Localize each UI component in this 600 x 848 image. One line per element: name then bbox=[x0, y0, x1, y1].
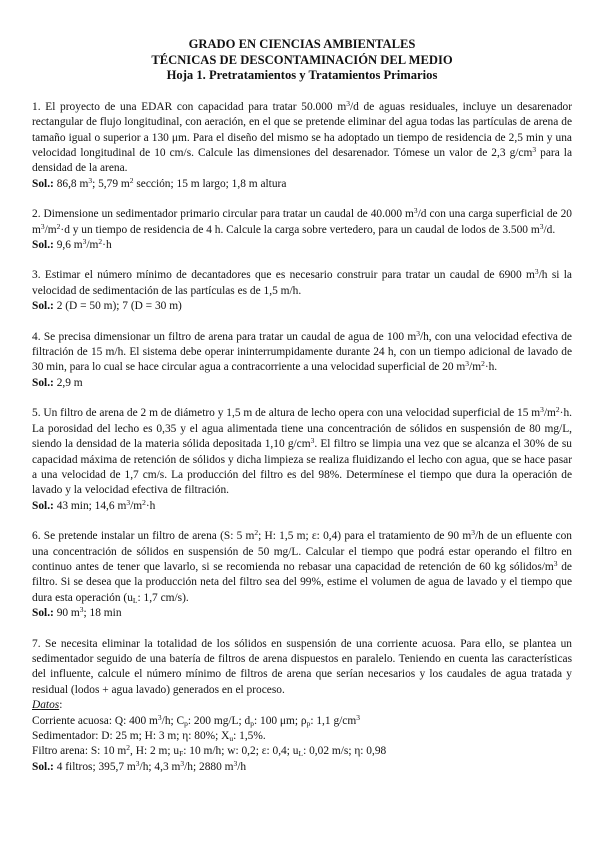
solution-text: 90 $m^3$; 18 min bbox=[53, 605, 122, 620]
degree-title: GRADO EN CIENCIAS AMBIENTALES bbox=[188, 37, 416, 51]
datos-colon: : bbox=[59, 699, 63, 712]
datos-line: Filtro arena: S: 10 $m^2$, H: 2 m; $u_F$: 10 m/h; w: 0,2; ε: 0,4; $u_L$: 0,02 m/s; η: 0,98 bbox=[32, 743, 387, 759]
problem-4 bbox=[32, 330, 572, 392]
solution bbox=[32, 238, 572, 253]
problem-statement: 3. Estimar el número mínimo de decantadores que es necesario construir para tratar un caudal de 6900 $m^3/h$ si la velocidad de sedimentación de las partículas es de 1,5 m/h. bbox=[32, 267, 572, 297]
datos-heading bbox=[32, 698, 572, 713]
sheet-title: Hoja 1. Pretratamientos y Tratamientos Primarios bbox=[166, 68, 438, 83]
solution-text: 86,8 $m^3$; 5,79 $m^2$ sección; 15 m largo; 1,8 m altura bbox=[53, 175, 287, 190]
problem-3 bbox=[32, 268, 572, 314]
problem-statement: 6. Se pretende instalar un filtro de arena (S: 5 $m^2$; H: 1,5 m; ε: 0,4) para el tratamiento de 90 $m^3/h$ de un efluente con una concentración de sólidos en suspensión de 50 mg/L. Calcular el tiempo que podrá estar operando el filtro en continuo antes de tener que lavarlo, si se recomienda no rebasar una capacidad de retención de 60 kg sólidos/$m^3$ de filtro. Si se desea que la producción neta del filtro sea del 99%, estime el volumen de agua de lavado y el tiempo que dura esta operación ($u_L$: 1,7 cm/s). bbox=[32, 528, 572, 605]
solution bbox=[32, 299, 572, 314]
problem-5 bbox=[32, 406, 572, 514]
problem-7 bbox=[32, 637, 572, 776]
datos-title: Datos bbox=[32, 699, 60, 712]
solution-label: Sol.: bbox=[32, 607, 54, 620]
solution bbox=[32, 606, 572, 621]
solution bbox=[32, 376, 572, 391]
solution-text: 9,6 $m^3/m^2\cdot h$ bbox=[53, 237, 112, 252]
problem-2 bbox=[32, 207, 572, 253]
solution-text: 2,9 m bbox=[53, 376, 83, 389]
problem-statement: 7. Se necesita eliminar la totalidad de los sólidos en suspensión de una corriente acuosa. Para ello, se plantea un sedimentador seguido de una batería de filtros de arena dispuestos en paralelo. Teniendo en cuenta las características del influente, calcule el número mínimo de filtros de arena que serían necesarios y los caudales de agua tratada y residual (lodos + agua lavado) generados en el proceso. bbox=[32, 637, 572, 696]
solution-text: 4 filtros; 395,7 $m^3/h$; 4,3 $m^3/h$; 2880 $m^3/h$ bbox=[53, 758, 247, 773]
problem-6 bbox=[32, 529, 572, 621]
datos-line: Corriente acuosa: Q: 400 $m^3/h$; $C_p$: 200 mg/L; $d_p$: 100 μm; $\rho_p$: 1,1 $g/cm^3$ bbox=[32, 712, 360, 728]
solution-label: Sol.: bbox=[32, 239, 54, 252]
solution-label: Sol.: bbox=[32, 376, 54, 389]
problem-statement: 1. El proyecto de una EDAR con capacidad para tratar 50.000 $m^3/d$ de aguas residuales, incluye un desarenador rectangular de flujo longitudinal, con aeración, en el que se pretende eliminar del agua todas las partículas de arena de tamaño igual o superior a 130 μm. Para el diseño del mismo se ha adoptado un tiempo de residencia de 2,5 min y una velocidad longitudinal de 10 cm/s. Calcule las dimensiones del desarenador. Tómese un valor de 2,3 $g/cm^3$ para la densidad de la arena. bbox=[32, 98, 573, 175]
solution bbox=[32, 760, 572, 775]
problem-statement: 2. Dimensione un sedimentador primario circular para tratar un caudal de 40.000 $m^3/d$ con una carga superficial de 20 $m^3/m^2\cdot d$ y un tiempo de residencia de 4 h. Calcule la carga sobre vertedero, para un caudal de lodos de 3.500 $m^3/d$. bbox=[32, 206, 572, 236]
solution-label: Sol.: bbox=[32, 760, 54, 773]
solution-label: Sol.: bbox=[32, 177, 54, 190]
solution-text: 43 min; 14,6 $m^3/m^2\cdot h$ bbox=[53, 497, 156, 512]
solution bbox=[32, 499, 572, 514]
problem-statement: 4. Se precisa dimensionar un filtro de arena para tratar un caudal de agua de 100 $m^3/h$, con una velocidad efectiva de filtración de 15 m/h. El sistema debe operar ininterrumpidamente durante 24 h, con un tiempo adicional de lavado de 30 min, para lo cual se hace circular agua a contracorriente a una velocidad superficial de 20 $m^3/m^2\cdot h$. bbox=[32, 328, 572, 374]
solution bbox=[32, 177, 572, 192]
course-title: TÉCNICAS DE DESCONTAMINACIÓN DEL MEDIO bbox=[151, 52, 453, 67]
solution-label: Sol.: bbox=[32, 499, 54, 512]
solution-label: Sol.: bbox=[32, 300, 54, 313]
document-header bbox=[32, 37, 572, 84]
problem-statement: 5. Un filtro de arena de 2 m de diámetro y 1,5 m de altura de lecho opera con una velocidad superficial de 15 $m^3/m^2\cdot h$. La porosidad del lecho es 0,35 y el agua alimentada tiene una concentración de sólidos en suspensión de 80 mg/L, siendo la densidad de la materia sólida depositada 1,10 $g/cm^3$. El filtro se limpia una vez que se alcanza el 30% de su capacidad máxima de retención de sólidos y dicha limpieza se realiza fluidizando el lecho con agua, que se hace pasar a una velocidad de 1,7 cm/s. La producción del filtro es del 98%. Determínese el tiempo que dura la operación de lavado y la velocidad efectiva de filtración. bbox=[32, 405, 572, 497]
datos-line: Sedimentador: D: 25 m; H: 3 m; η: 80%; $X_u$: 1,5%. bbox=[32, 730, 266, 743]
solution-text: 2 (D = 50 m); 7 (D = 30 m) bbox=[53, 300, 182, 313]
problem-1 bbox=[32, 100, 572, 192]
